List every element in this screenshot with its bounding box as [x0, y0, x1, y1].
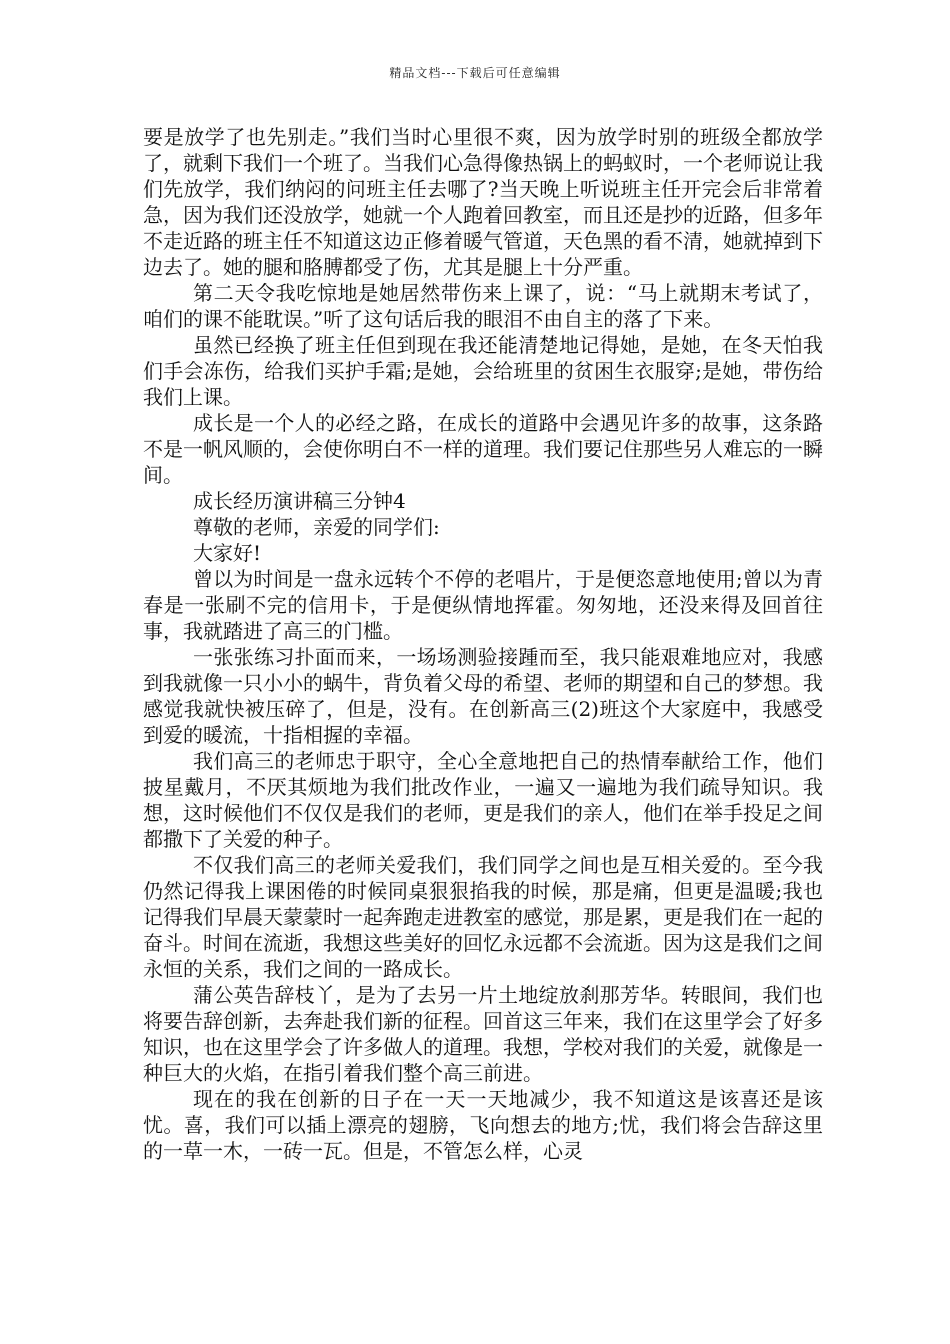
- paragraph: 虽然已经换了班主任但到现在我还能清楚地记得她，是她，在冬天怕我们手会冻伤，给我们买护手霜;是她，会给班里的贫困生衣服穿;是她，带伤给我们上课。: [143, 333, 823, 409]
- paragraph: 要是放学了也先别走。”我们当时心里很不爽，因为放学时别的班级全都放学了，就剩下我们一个班了。当我们心急得像热锅上的蚂蚁时，一个老师说让我们先放学，我们纳闷的问班主任去哪了?当天晚上听说班主任开完会后非常着急，因为我们还没放学，她就一个人跑着回教室，而且还是抄的近路，但多年不走近路的班主任不知道这边正修着暖气管道，天色黑的看不清，她就掉到下边去了。她的腿和胳膊都受了伤，尤其是腿上十分严重。: [143, 125, 823, 279]
- paragraph: 第二天令我吃惊地是她居然带伤来上课了，说：“马上就期末考试了，咱们的课不能耽误。”听了这句话后我的眼泪不由自主的落了下来。: [143, 281, 823, 331]
- greeting: 大家好!: [193, 541, 262, 565]
- document-body: [143, 124, 823, 1164]
- section-title: 成长经历演讲稿三分钟4: [193, 489, 406, 513]
- paragraph: 一张张练习扑面而来，一场场测验接踵而至，我只能艰难地应对，我感到我就像一只小小的蜗牛，背负着父母的希望、老师的期望和自己的梦想。我感觉我就快被压碎了，但是，没有。在创新高三(2)班这个大家庭中，我感受到爱的暖流，十指相握的幸福。: [143, 645, 823, 747]
- paragraph: 我们高三的老师忠于职守，全心全意地把自己的热情奉献给工作，他们披星戴月，不厌其烦地为我们批改作业，一遍又一遍地为我们疏导知识。我想，这时候他们不仅仅是我们的老师，更是我们的亲人，他们在举手投足之间都撒下了关爱的种子。: [143, 749, 823, 851]
- page-header: 精品文档---下载后可任意编辑: [389, 66, 561, 80]
- paragraph: 不仅我们高三的老师关爱我们，我们同学之间也是互相关爱的。至今我仍然记得我上课困倦的时候同桌狠狠掐我的时候，那是痛，但更是温暖;我也记得我们早晨天蒙蒙时一起奔跑走进教室的感觉，那是累，更是我们在一起的奋斗。时间在流逝，我想这些美好的回忆永远都不会流逝。因为这是我们之间永恒的关系，我们之间的一路成长。: [143, 853, 823, 981]
- salutation: 尊敬的老师，亲爱的同学们:: [193, 515, 440, 539]
- paragraph: 成长是一个人的必经之路，在成长的道路中会遇见许多的故事，这条路不是一帆风顺的，会使你明白不一样的道理。我们要记住那些另人难忘的一瞬间。: [143, 411, 823, 487]
- paragraph: 曾以为时间是一盘永远转个不停的老唱片，于是便恣意地使用;曾以为青春是一张刷不完的信用卡，于是便纵情地挥霍。匆匆地，还没来得及回首往事，我就踏进了高三的门槛。: [143, 567, 823, 643]
- paragraph: 蒲公英告辞枝丫，是为了去另一片土地绽放刹那芳华。转眼间，我们也将要告辞创新，去奔赴我们新的征程。回首这三年来，我们在这里学会了好多知识，也在这里学会了许多做人的道理。我想，学校对我们的关爱，就像是一种巨大的火焰，在指引着我们整个高三前进。: [143, 983, 823, 1085]
- paragraph: 现在的我在创新的日子在一天一天地减少，我不知道这是该喜还是该忧。喜，我们可以插上漂亮的翅膀，飞向想去的地方;忧，我们将会告辞这里的一草一木，一砖一瓦。但是，不管怎么样，心灵: [143, 1087, 823, 1163]
